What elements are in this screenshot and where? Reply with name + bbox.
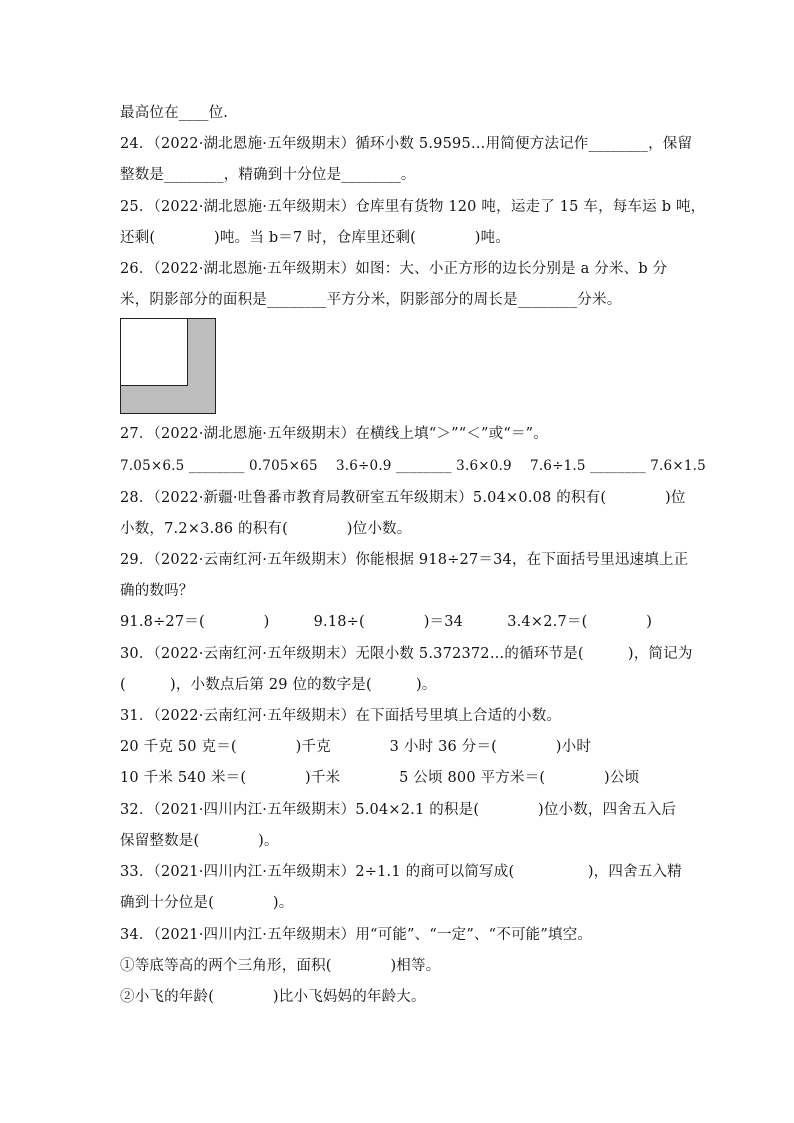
square-figure	[120, 318, 216, 414]
q34-line1: 34．（2021·四川内江·五年级期末）用“可能”、“一定”、“不可能”填空。	[120, 927, 593, 943]
small-square	[121, 319, 188, 386]
q29-line1: 29．（2022·云南红河·五年级期末）你能根据 918÷27＝34，在下面括号里迅速填上正	[120, 552, 689, 568]
q34-item1: ①等底等高的两个三角形，面积( )相等。	[120, 958, 441, 974]
q24-line2: 整数是________，精确到十分位是________。	[120, 167, 416, 183]
q33-line1: 33．（2021·四川内江·五年级期末）2÷1.1 的商可以简写成( )，四舍五入精	[120, 864, 682, 880]
q27-line1: 27．（2022·湖北恩施·五年级期末）在横线上填“＞”“＜”或“＝”。	[120, 426, 548, 442]
q23-tail: 最高位在____位.	[120, 105, 229, 121]
q32-line2: 保留整数是( )。	[120, 833, 279, 849]
q28-line1: 28．（2022·新疆·吐鲁番市教育局教研室五年级期末）5.04×0.08 的积有( )位	[120, 490, 686, 506]
q26-line2: 米，阴影部分的面积是________平方分米，阴影部分的周长是________分米。	[120, 292, 622, 308]
q31-row2: 10 千米 540 米＝( )千米 5 公顷 800 平方米＝( )公顷	[120, 770, 640, 786]
q25-line2: 还剩( )吨。当 b＝7 时，仓库里还剩( )吨。	[120, 230, 511, 246]
q24-line1: 24．（2022·湖北恩施·五年级期末）循环小数 5.9595…用简便方法记作________，保留	[120, 136, 693, 152]
q28-line2: 小数，7.2×3.86 的积有( )位小数。	[120, 521, 412, 537]
q30-line2: ( )，小数点后第 29 位的数字是( )。	[120, 677, 437, 693]
q31-line1: 31．（2022·云南红河·五年级期末）在下面括号里填上合适的小数。	[120, 708, 562, 724]
q31-row1: 20 千克 50 克＝( )千克 3 小时 36 分＝( )小时	[120, 739, 592, 755]
q25-line1: 25．（2022·湖北恩施·五年级期末）仓库里有货物 120 吨，运走了 15 车，每车运 b 吨，	[120, 199, 706, 215]
q30-line1: 30．（2022·云南红河·五年级期末）无限小数 5.372372…的循环节是( )，简记为	[120, 646, 693, 662]
q29-line2: 确的数吗？	[120, 583, 194, 599]
q33-line2: 确到十分位是( )。	[120, 895, 294, 911]
q32-line1: 32．（2021·四川内江·五年级期末）5.04×2.1 的积是( )位小数，四舍五入后	[120, 802, 677, 818]
q34-item2: ②小飞的年龄( )比小飞妈妈的年龄大。	[120, 989, 426, 1005]
q27-comparisons: 7.05×6.5 ________ 0.705×65 3.6÷0.9 ________ 3.6×0.9 7.6÷1.5 ________ 7.6×1.5	[120, 458, 706, 474]
q26-line1: 26．（2022·湖北恩施·五年级期末）如图：大、小正方形的边长分别是 a 分米、b 分	[120, 261, 668, 277]
q29-blanks: 91.8÷27＝( ) 9.18÷( )＝34 3.4×2.7＝( )	[120, 614, 653, 630]
